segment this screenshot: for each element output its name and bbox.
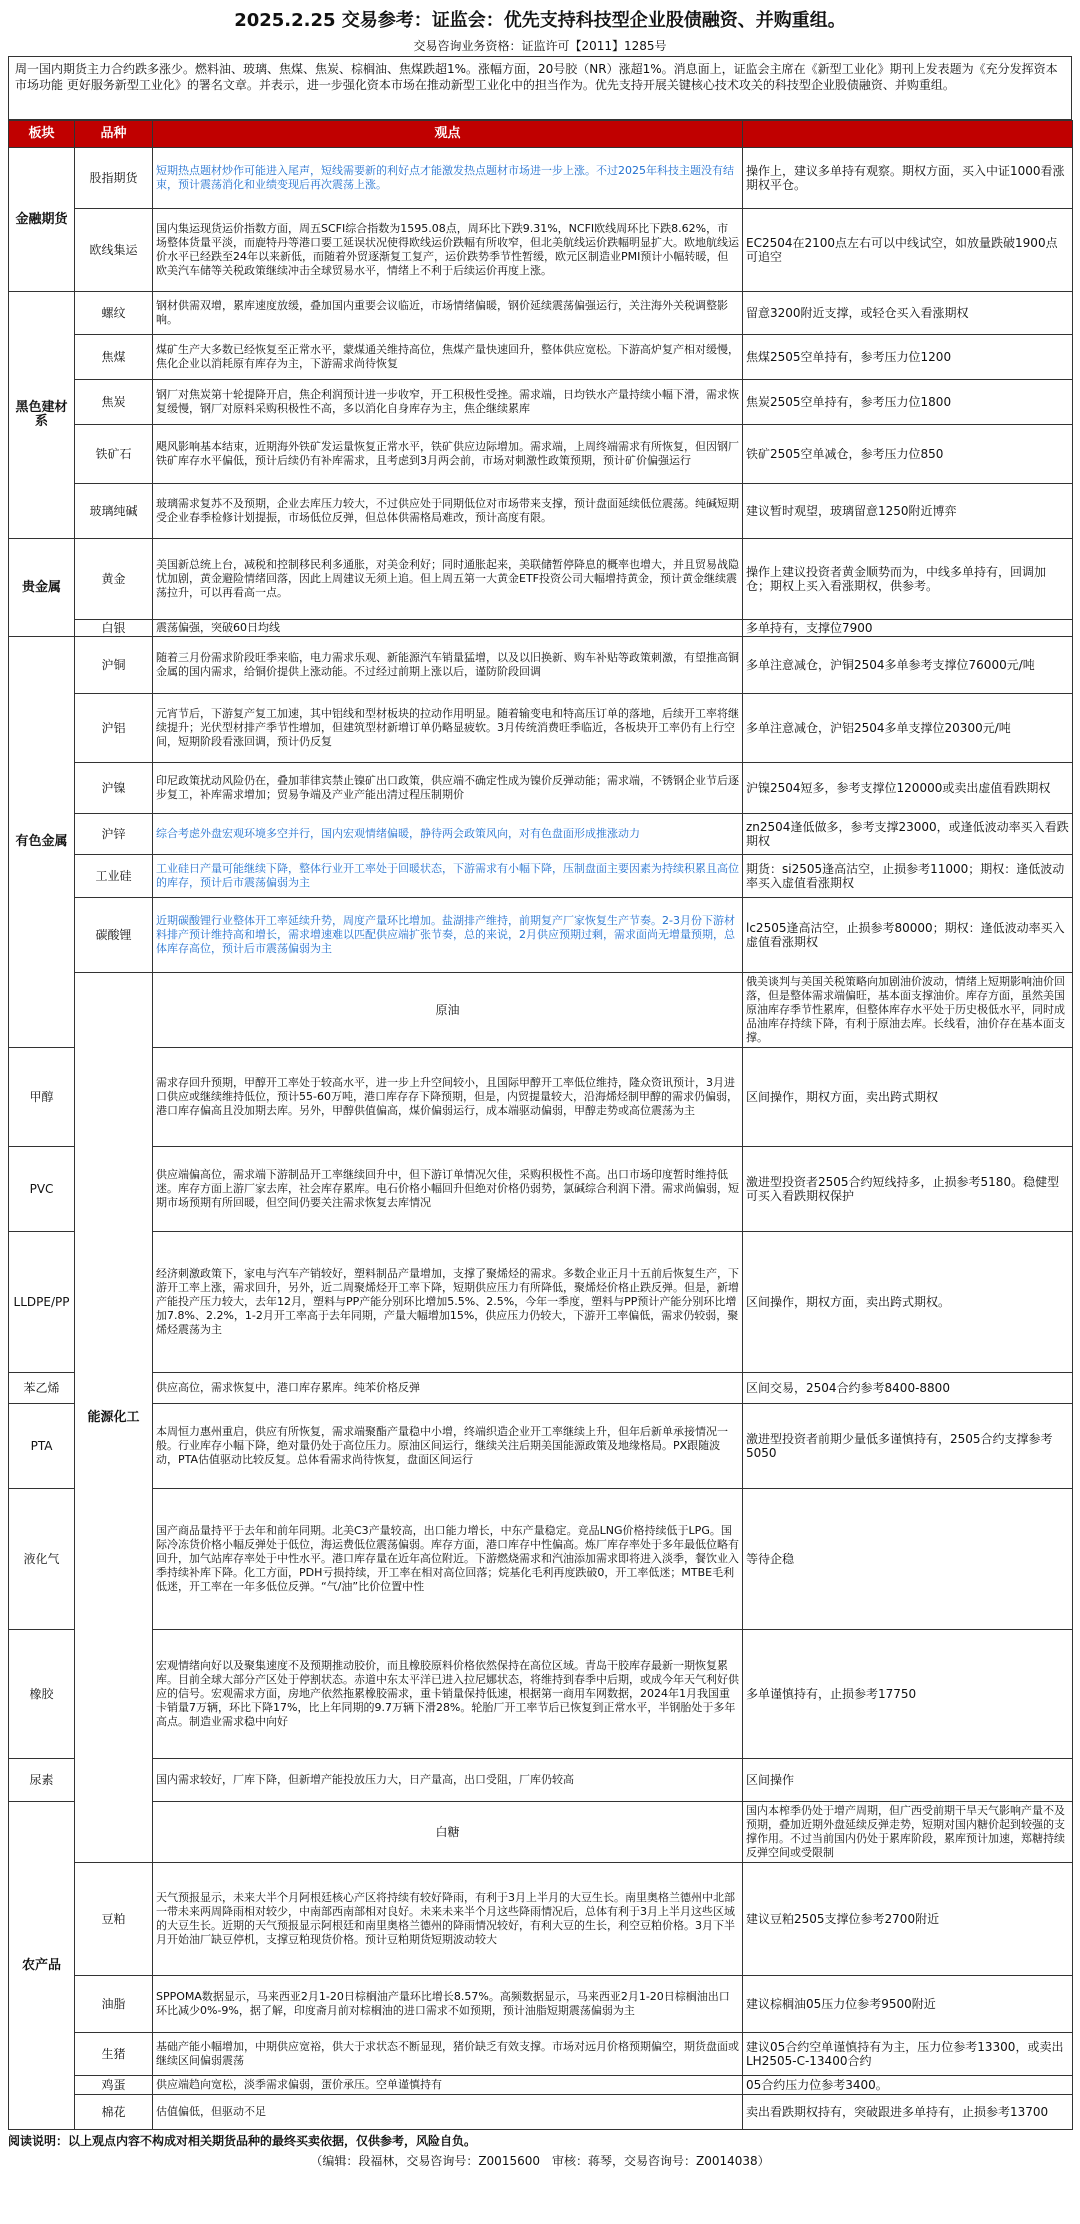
variety-cell-text: 棉花 <box>101 2105 126 2119</box>
variety-cell <box>75 620 153 637</box>
operation-cell <box>743 1863 1073 1976</box>
qualification-line: 交易咨询业务资格：证监许可【2011】1285号 <box>413 39 667 53</box>
view-cell-text: 钢厂对焦炭第十轮提降开启，焦企利润预计进一步收窄，开工积极性受挫。需求端，日均铁水产量持续小幅下滑，需求恢复缓慢，钢厂对原料采购积极性不高，多以消化自身库存为主，焦企继续累库 <box>156 388 739 415</box>
operation-cell-text: 区间操作，期权方面，卖出跨式期权 <box>746 1090 939 1104</box>
view-cell <box>153 1147 743 1232</box>
trading-reference-table <box>8 120 1073 2130</box>
view-cell-text: 随着三月份需求阶段旺季来临，电力需求乐观、新能源汽车销量猛增，以及以旧换新、购车补贴等政策刺激，有望推高铜金属的国内需求，给铜价提供上涨动能。不过经过前期上涨以后，谨防阶段回调 <box>156 651 739 678</box>
table-row <box>9 1863 1073 1976</box>
view-cell <box>743 1802 1073 1863</box>
table-row <box>9 637 1073 694</box>
variety-cell <box>9 1232 75 1373</box>
table-row <box>9 694 1073 763</box>
operation-cell-text: 多单谨慎持有，止损参考17750 <box>746 1687 917 1701</box>
operation-cell <box>743 620 1073 637</box>
table-row <box>9 335 1073 380</box>
view-cell <box>153 335 743 380</box>
variety-cell-text: 甲醇 <box>29 1090 54 1104</box>
variety-cell <box>9 1489 75 1630</box>
view-cell-text: 供应端偏高位，需求端下游制品开工率继续回升中，但下游订单情况欠佳，采购积极性不高。出口市场印度暂时维持低迷。库存方面上游厂家去库，社会库存累库。电石价格小幅回升但绝对价格仍弱势，氯碱综合利润下滑。需求尚偏弱，短期市场预期有所回暖，但空间仍要关注需求恢复去库情况 <box>156 1168 739 1209</box>
operation-cell-text: 期货：si2505逢高沽空，止损参考11000；期权：逢低波动率买入虚值看涨期权 <box>746 862 1065 890</box>
variety-cell <box>75 814 153 855</box>
variety-cell <box>9 1404 75 1489</box>
view-cell <box>153 292 743 335</box>
variety-cell <box>9 1759 75 1802</box>
variety-cell-text: 生猪 <box>101 2047 126 2061</box>
view-cell-text: 国内需求较好，厂库下降，但新增产能投放压力大，日产量高，出口受阻，厂库仍较高 <box>156 1773 574 1786</box>
variety-cell-text: 玻璃纯碱 <box>89 504 138 518</box>
sector-cell: 黑色建材系 <box>9 292 75 539</box>
operation-cell-text: 05合约压力位参考3400。 <box>746 2078 888 2092</box>
view-cell-text: 本周恒力惠州重启，供应有所恢复，需求端聚酯产量稳中小增，终端织造企业开工率继续上升，但年后新单承接情况一般。行业库存小幅下降，绝对量仍处于高位压力。原油区间运行，继续关注后期美国能源政策及地缘格局。PX跟随波动，PTA估值驱动比较反复。总体看需求尚待恢复，盘面区间运行 <box>156 1425 728 1466</box>
variety-cell-text: 橡胶 <box>29 1687 54 1701</box>
operation-cell-text: 激进型投资者前期少量低多谨慎持有，2505合约支撑参考5050 <box>746 1432 1053 1460</box>
variety-cell <box>75 2076 153 2095</box>
view-cell <box>153 1404 743 1489</box>
variety-cell-text: 原油 <box>435 1003 460 1017</box>
sector-cell: 农产品 <box>9 1802 75 2130</box>
table-row <box>9 1373 1073 1404</box>
view-cell <box>153 1630 743 1759</box>
operation-cell <box>743 209 1073 292</box>
operation-cell <box>743 814 1073 855</box>
table-row <box>9 539 1073 620</box>
operation-cell <box>743 380 1073 425</box>
variety-cell-text: 黄金 <box>101 572 126 586</box>
sector-cell: 能源化工 <box>75 973 153 1863</box>
view-cell-text: 经济刺激政策下，家电与汽车产销较好，塑料制品产量增加，支撑了聚烯烃的需求。多数企业正月十五前后恢复生产，下游开工率上涨，需求回升，另外，近二周聚烯烃开工率下降，短期供应压力有所降低，聚烯烃价格止跌反弹。但是，新增产能投产压力较大，去年12月，塑料与PP产能分别环比增加5.5%、2.5%，今年一季度，塑料与PP预计产能分别环比增加7.8%、2.2%，1-2月开工率高于去年同期，产量大幅增加15%，供应压力仍较大，下游开工率偏低，需求仍较弱，聚烯烃震荡为主 <box>156 1267 739 1336</box>
variety-cell <box>75 694 153 763</box>
header-sector: 板块 <box>9 121 75 148</box>
operation-cell-text: lc2505逢高沽空，止损参考80000；期权：逢低波动率买入虚值看涨期权 <box>746 921 1065 949</box>
view-cell <box>153 1863 743 1976</box>
table-row <box>9 1048 1073 1147</box>
operation-cell-text: 建议豆粕2505支撑位参考2700附近 <box>746 1912 940 1926</box>
operation-cell <box>743 484 1073 539</box>
table-row <box>9 1802 1073 1863</box>
variety-cell-text: 股指期货 <box>89 171 138 185</box>
view-cell <box>153 209 743 292</box>
report-page <box>8 6 1072 2170</box>
variety-cell <box>9 1048 75 1147</box>
operation-cell <box>743 763 1073 814</box>
operation-cell <box>743 1976 1073 2033</box>
view-cell-text: 估值偏低，但驱动不足 <box>156 2105 266 2118</box>
view-cell-text: 天气预报显示，未来大半个月阿根廷核心产区将持续有较好降雨，有利于3月上半月的大豆生长。南里奥格兰德州中北部一带未来两周降雨相对较少，中南部西南部相对良好。未来未来半个月这些降雨情况后，总体有利于3月上半月这些区域的大豆生长。近期的天气预报显示阿根廷和南里奥格兰德州的降雨情况较好，有利大豆的生长，利空豆粕价格。3月下半月开始油厂缺豆停机，支撑豆粕现货价格。预计豆粕期货短期波动较大 <box>156 1891 735 1946</box>
operation-cell-text: 焦炭2505空单持有，参考压力位1800 <box>746 395 952 409</box>
operation-cell-text: 沪镍2504短多，参考支撑位120000或卖出虚值看跌期权 <box>746 781 1051 795</box>
operation-cell <box>743 335 1073 380</box>
variety-cell <box>75 2095 153 2130</box>
sector-cell: 贵金属 <box>9 539 75 637</box>
variety-cell <box>153 973 743 1048</box>
view-cell <box>153 1489 743 1630</box>
variety-cell <box>9 1630 75 1759</box>
operation-cell <box>743 539 1073 620</box>
view-cell <box>153 484 743 539</box>
table-row <box>9 1489 1073 1630</box>
view-cell-text: 基础产能小幅增加，中期供应宽裕，供大于求状态不断显现，猪价缺乏有效支撑。市场对远月价格预期偏空，期货盘面或继续区间偏弱震荡 <box>156 2040 739 2067</box>
table-row <box>9 620 1073 637</box>
view-cell-text: 国内本榨季仍处于增产周期，但广西受前期干旱天气影响产量不及预期，叠加近期外盘延续反弹走势，短期对国内糖价起到较强的支撑作用。不过当前国内仍处于累库阶段，累库预计加速，郑糖持续反弹空间或受限制 <box>746 1804 1065 1859</box>
view-cell <box>153 2076 743 2095</box>
view-cell-text: 近期碳酸锂行业整体开工率延续升势，周度产量环比增加。盐湖排产维持，前期复产厂家恢复生产节奏。2-3月份下游材料排产预计维持高和增长，需求增速难以匹配供应端扩张节奏，总的来说，2月供应预期过剩，需求面尚无增量预期，总体库存高位，预计后市震荡偏弱为主 <box>156 914 735 955</box>
view-cell <box>153 2095 743 2130</box>
header-view: 观点 <box>153 121 743 148</box>
view-cell-text: 工业硅日产量可能继续下降，整体行业开工率处于回暖状态，下游需求有小幅下降，压制盘面主要因素为持续积累且高位的库存，预计后市震荡偏弱为主 <box>156 862 739 889</box>
sector-cell: 金融期货 <box>9 148 75 292</box>
table-row <box>9 148 1073 209</box>
view-cell <box>153 539 743 620</box>
variety-cell-text: 豆粕 <box>101 1912 126 1926</box>
variety-cell <box>75 898 153 973</box>
view-cell <box>153 1759 743 1802</box>
variety-cell-text: 液化气 <box>23 1552 60 1566</box>
operation-cell-text: 多单持有，支撑位7900 <box>746 621 873 635</box>
variety-cell-text: LLDPE/PP <box>13 1295 70 1309</box>
variety-cell-text: 螺纹 <box>101 306 126 320</box>
operation-cell <box>743 2033 1073 2076</box>
view-cell-text: 美国新总统上台，减税和控制移民利多通胀，对美金利好；同时通胀起来，美联储暂停降息的概率也增大，并且贸易战隐忧加剧，黄金避险情绪回落，因此上周建议无须上追。但上周五第一大黄金ETF投资公司大幅增持黄金，预计黄金继续震荡拉升，可以再看高一点。 <box>156 558 739 599</box>
view-cell-text: 宏观情绪向好以及聚集速度不及预期推动胶价，而且橡胶原料价格依然保持在高位区域。青岛干胶库存最新一期恢复累库。目前全球大部分产区处于停割状态。赤道中东太平洋已进入拉尼娜状态，将维持到春季中后期，或成今年天气利好供应的信号。宏观需求方面，房地产依然拖累橡胶需求，重卡销量保持低速，根据第一商用车网数据，2024年1月我国重卡销量7万辆，环比下降17%，比上年同期的9.7万辆下滑28%。轮胎厂开工率节后已恢复到正常水平，半钢胎处于多年高点。制造业需求稳中向好 <box>156 1659 739 1728</box>
view-cell-text: SPPOMA数据显示，马来西亚2月1-20日棕榈油产量环比增长8.57%。高频数据显示，马来西亚2月1-20日棕榈油出口环比减少0%-9%，据了解，印度斋月前对棕榈油的进口需求不如预期，预计油脂短期震荡偏弱为主 <box>156 1990 730 2017</box>
table-row <box>9 425 1073 484</box>
view-cell <box>153 694 743 763</box>
variety-cell <box>75 855 153 898</box>
variety-cell-text: 油脂 <box>101 1997 126 2011</box>
variety-cell <box>75 637 153 694</box>
variety-cell-text: 铁矿石 <box>95 447 132 461</box>
operation-cell-text: 建议棕榈油05压力位参考9500附近 <box>746 1997 936 2011</box>
view-cell <box>153 898 743 973</box>
operation-cell <box>743 292 1073 335</box>
view-cell-text: 国产商品量持平于去年和前年同期。北美C3产量较高，出口能力增长，中东产量稳定。竞品LNG价格持续低于LPG。国际冷冻货价格小幅反弹处于低位，海运费低位震荡偏弱。库存方面，港口库存中性偏高。炼厂库存率处于多年最低位略有回升，加气站库存率处于中性水平。港口库存量在近年高位附近。下游燃烧需求和汽油添加需求即将进入淡季，餐饮业入季持续补库下降。化工方面，PDH亏损持续，开工率在相对高位回落；烷基化毛利再度跌破0，开工率低迷；MTBE毛利低迷，开工率在一年多低位反弹。“气/油”比价位置中性 <box>156 1524 739 1593</box>
operation-cell-text: 区间操作，期权方面，卖出跨式期权。 <box>746 1295 951 1309</box>
operation-cell <box>743 898 1073 973</box>
operation-cell <box>743 855 1073 898</box>
sector-cell: 有色金属 <box>9 637 75 1048</box>
variety-cell-text: 焦炭 <box>101 395 126 409</box>
view-cell <box>153 1373 743 1404</box>
variety-cell <box>75 2033 153 2076</box>
disclaimer: 阅读说明：以上观点内容不构成对相关期货品种的最终买卖依据，仅供参考，风险自负。 <box>8 2134 477 2148</box>
view-cell-text: 俄美谈判与美国关税策略向加剧油价波动，情绪上短期影响油价回落，但是整体需求端偏旺，基本面支撑油价。库存方面，虽然美国原油库存季节性累库，但整体库存水平处于历史极低水平，同时成品油库存持续下降，有利于原油去库。长线看，油价存在基本面支撑。 <box>746 975 1065 1044</box>
header-variety: 品种 <box>75 121 153 148</box>
variety-cell <box>75 148 153 209</box>
table-row <box>9 209 1073 292</box>
operation-cell-text: 等待企稳 <box>746 1552 795 1566</box>
view-cell-text: 玻璃需求复苏不及预期，企业去库压力较大，不过供应处于同期低位对市场带来支撑，预计盘面延续低位震荡。纯碱短期受企业春季检修计划提振，市场低位反弹，但总体供需格局难改，预计高度有限。 <box>156 497 739 524</box>
view-cell-text: 煤矿生产大多数已经恢复至正常水平，蒙煤通关维持高位，焦煤产量快速回升，整体供应宽松。下游高炉复产相对缓慢，焦化企业以消耗原有库存为主，下游需求尚待恢复 <box>156 343 739 370</box>
operation-cell <box>743 1489 1073 1630</box>
variety-cell <box>75 539 153 620</box>
view-cell-text: 供应端趋向宽松，淡季需求偏弱，蛋价承压。空单谨慎持有 <box>156 2078 442 2091</box>
operation-cell <box>743 1232 1073 1373</box>
operation-cell-text: 留意3200附近支撑，或轻仓买入看涨期权 <box>746 306 969 320</box>
view-cell-text: 综合考虑外盘宏观环境多空并行，国内宏观情绪偏暖，静待两会政策风向，对有色盘面形成推涨动力 <box>156 827 640 840</box>
variety-cell-text: 沪铝 <box>101 721 126 735</box>
view-cell-text: 元宵节后，下游复产复工加速，其中铝线和型材板块的拉动作用明显。随着输变电和特高压订单的落地，后续开工率将继续提升；光伏型材排产季节性增加，但建筑型材新增订单仍略显疲软。3月传统消费旺季临近，各板块开工率仍有上行空间，短期阶段看涨回调，预计仍反复 <box>156 707 739 748</box>
variety-cell-text: 沪镍 <box>101 781 126 795</box>
variety-cell-text: 欧线集运 <box>89 243 138 257</box>
table-row <box>9 973 1073 1048</box>
variety-cell-text: 沪锌 <box>101 827 126 841</box>
variety-cell-text: 白银 <box>101 621 126 635</box>
operation-cell-text: 建议暂时观望，玻璃留意1250附近博弈 <box>746 504 957 518</box>
operation-cell-text: EC2504在2100点左右可以中线试空，如放量跌破1900点可追空 <box>746 236 1058 264</box>
operation-cell <box>743 1147 1073 1232</box>
table-body <box>9 148 1073 2130</box>
variety-cell-text: 苯乙烯 <box>23 1381 60 1395</box>
table-row <box>9 898 1073 973</box>
operation-cell-text: 铁矿2505空单减仓，参考压力位850 <box>746 447 944 461</box>
table-row <box>9 2095 1073 2130</box>
variety-cell <box>75 1863 153 1976</box>
variety-cell-text: 焦煤 <box>101 350 126 364</box>
operation-cell <box>743 148 1073 209</box>
view-cell <box>743 973 1073 1048</box>
operation-cell <box>743 694 1073 763</box>
variety-cell-text: PTA <box>30 1439 53 1453</box>
view-cell-text: 飓风影响基本结束，近期海外铁矿发运量恢复正常水平，铁矿供应边际增加。需求端，上周终端需求有所恢复，但因钢厂铁矿库存水平偏低，预计后续仍有补库需求，且考虑到3月两会前，市场对刺激性政策预期，预计矿价偏强运行 <box>156 440 739 467</box>
variety-cell-text: 工业硅 <box>95 869 132 883</box>
variety-cell <box>75 380 153 425</box>
variety-cell <box>153 1802 743 1863</box>
table-row <box>9 763 1073 814</box>
variety-cell-text: 尿素 <box>29 1773 54 1787</box>
operation-cell <box>743 1048 1073 1147</box>
operation-cell <box>743 2076 1073 2095</box>
operation-cell-text: 激进型投资者2505合约短线持多，止损参考5180。稳健型可买入看跌期权保护 <box>746 1175 1060 1203</box>
table-row <box>9 855 1073 898</box>
market-summary: 周一国内期货主力合约跌多涨少。燃料油、玻璃、焦煤、焦炭、棕榈油、焦煤跌超1%。涨幅方面，20号胶（NR）涨超1%。消息面上，证监会主席在《新型工业化》期刊上发表题为《充分发挥资本市场功能 更好服务新型工业化》的署名文章。并表示，进一步强化资本市场在推动新型工业化中的担当作为。优先支持开展关键核心技术攻关的科技型企业股债融资、并购重组。 <box>8 56 1072 120</box>
operation-cell <box>743 1759 1073 1802</box>
view-cell <box>153 637 743 694</box>
table-row <box>9 1404 1073 1489</box>
operation-cell-text: zn2504逢低做多，参考支撑23000，或逢低波动率买入看跌期权 <box>746 820 1069 848</box>
variety-cell <box>75 292 153 335</box>
variety-cell <box>75 763 153 814</box>
view-cell <box>153 380 743 425</box>
header-operation <box>743 121 1073 148</box>
view-cell-text: 短期热点题材炒作可能进入尾声，短线需要新的利好点才能激发热点题材市场进一步上涨。不过2025年科技主题没有结束，预计震荡消化和业绩变现后再次震荡上涨。 <box>156 164 734 191</box>
view-cell <box>153 814 743 855</box>
operation-cell-text: 区间操作 <box>746 1773 795 1787</box>
operation-cell-text: 卖出看跌期权持有，突破跟进多单持有，止损参考13700 <box>746 2105 1049 2119</box>
operation-cell-text: 操作上建议投资者黄金顺势而为，中线多单持有，回调加仓；期权上买入看涨期权，供参考。 <box>746 565 1047 593</box>
variety-cell <box>75 484 153 539</box>
operation-cell-text: 操作上，建议多单持有观察。期权方面，买入中证1000看涨期权平仓。 <box>746 164 1065 192</box>
operation-cell <box>743 1404 1073 1489</box>
table-row <box>9 380 1073 425</box>
variety-cell-text: 碳酸锂 <box>95 928 132 942</box>
variety-cell-text: 鸡蛋 <box>101 2078 126 2092</box>
view-cell-text: 需求存回升预期，甲醇开工率处于较高水平，进一步上升空间较小，且国际甲醇开工率低位维持，隆众资讯预计，3月进口供应或继续维持低位，预计55-60万吨，港口库存存下降预期，但是，内贸提量较大，沿海烯烃制甲醇的需求仍偏弱，港口库存偏高且没加期去库。另外，甲醇供值偏高，煤价偏弱运行，成本端驱动偏弱，甲醇走势或高位震荡为主 <box>156 1076 738 1117</box>
view-cell <box>153 620 743 637</box>
view-cell-text: 钢材供需双增，累库速度放缓，叠加国内重要会议临近，市场情绪偏暖，钢价延续震荡偏强运行，关注海外关税调整影响。 <box>156 299 728 326</box>
editor-credits: （编辑：段福林，交易咨询号：Z0015600 审核：蒋琴，交易咨询号：Z0014038） <box>310 2154 770 2168</box>
variety-cell <box>75 209 153 292</box>
table-row <box>9 2033 1073 2076</box>
view-cell-text: 供应高位，需求恢复中，港口库存累库。纯苯价格反弹 <box>156 1381 420 1394</box>
variety-cell <box>75 1976 153 2033</box>
table-row <box>9 814 1073 855</box>
table-row <box>9 1976 1073 2033</box>
operation-cell <box>743 425 1073 484</box>
operation-cell-text: 多单注意减仓，沪铜2504多单参考支撑位76000元/吨 <box>746 658 1035 672</box>
operation-cell <box>743 637 1073 694</box>
table-row <box>9 1759 1073 1802</box>
view-cell <box>153 1232 743 1373</box>
table-row <box>9 1630 1073 1759</box>
operation-cell <box>743 2095 1073 2130</box>
operation-cell-text: 建议05合约空单谨慎持有为主，压力位参考13300，或卖出LH2505-C-13400合约 <box>746 2040 1064 2068</box>
operation-cell-text: 多单注意减仓，沪铝2504多单支撑位20300元/吨 <box>746 721 1011 735</box>
table-row <box>9 292 1073 335</box>
table-header-row <box>9 121 1073 148</box>
table-row <box>9 2076 1073 2095</box>
view-cell-text: 印尼政策扰动风险仍在，叠加菲律宾禁止镍矿出口政策，供应端不确定性成为镍价反弹动能；需求端，不锈钢企业节后逐步复工，补库需求增加；贸易争端及产业产能出清过程压制期价 <box>156 774 739 801</box>
variety-cell <box>75 425 153 484</box>
view-cell <box>153 1048 743 1147</box>
view-cell-text: 国内集运现货运价指数方面，周五SCFI综合指数为1595.08点，周环比下跌9.31%，NCFI欧线周环比下跌8.62%，市场整体货量平淡，而鹿特丹等港口要工延误状况使得欧线运价跌幅有所收窄，但北美航线运价跌幅明显扩大。欧地航线运价水平已经跌至24年以来新低，而随着外贸逐渐复工复产，运价跌势季节性暂缓，欧元区制造业PMI预计小幅转暖，但欧美汽车储等关税政策继续冲击全球贸易水平，情绪上不利于后续运价再度上涨。 <box>156 222 739 277</box>
operation-cell-text: 焦煤2505空单持有，参考压力位1200 <box>746 350 952 364</box>
view-cell <box>153 2033 743 2076</box>
variety-cell-text: PVC <box>29 1182 54 1196</box>
operation-cell <box>743 1630 1073 1759</box>
view-cell-text: 震荡偏强，突破60日均线 <box>156 621 280 634</box>
table-row <box>9 1147 1073 1232</box>
view-cell <box>153 763 743 814</box>
variety-cell <box>75 335 153 380</box>
variety-cell <box>9 1147 75 1232</box>
table-row <box>9 1232 1073 1373</box>
view-cell <box>153 1976 743 2033</box>
variety-cell <box>9 1373 75 1404</box>
view-cell <box>153 425 743 484</box>
page-title: 2025.2.25 交易参考：证监会：优先支持科技型企业股债融资、并购重组。 <box>234 10 846 31</box>
variety-cell-text: 沪铜 <box>101 658 126 672</box>
view-cell <box>153 148 743 209</box>
operation-cell <box>743 1373 1073 1404</box>
variety-cell-text: 白糖 <box>435 1825 460 1839</box>
view-cell <box>153 855 743 898</box>
operation-cell-text: 区间交易，2504合约参考8400-8800 <box>746 1381 950 1395</box>
table-row <box>9 484 1073 539</box>
